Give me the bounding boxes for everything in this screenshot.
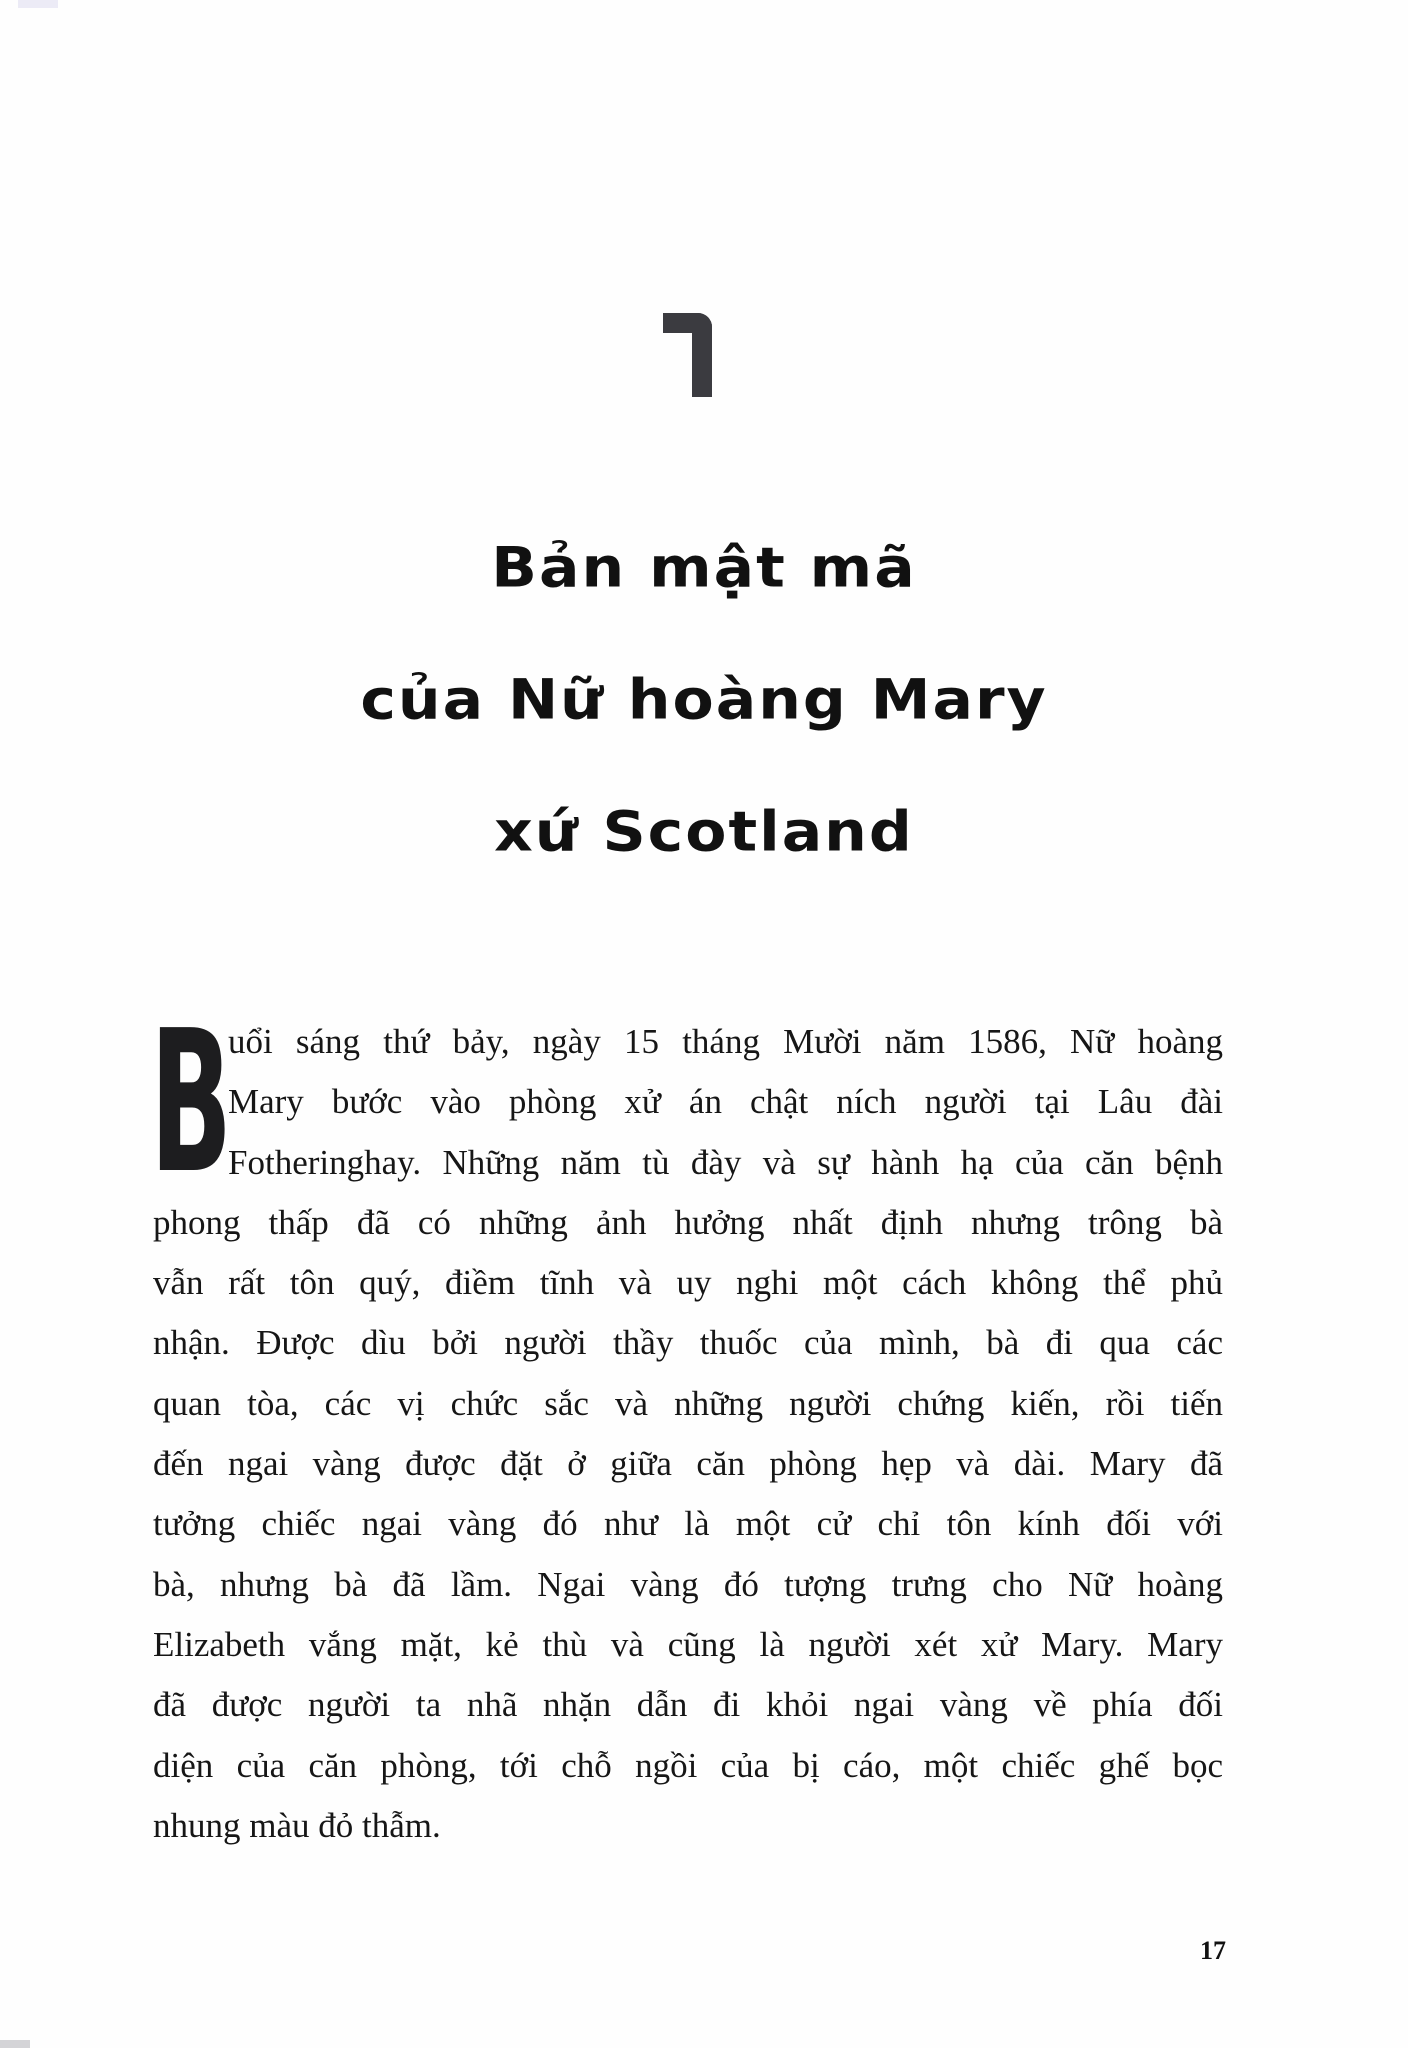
text-line: nhận. Được dìu bởi người thầy thuốc của mình, bà đi qua các [153, 1323, 1223, 1363]
chapter-number-glyph-stem [692, 313, 712, 397]
text-line: Elizabeth vắng mặt, kẻ thù và cũng là người xét xử Mary. Mary [153, 1624, 1223, 1664]
drop-cap-letter: B [150, 989, 233, 1217]
text-line: diện của căn phòng, tới chỗ ngồi của bị cáo, một chiếc ghế bọc [153, 1745, 1223, 1785]
text-line: bà, nhưng bà đã lầm. Ngai vàng đó tượng trưng cho Nữ hoàng [153, 1564, 1223, 1604]
chapter-title [0, 502, 1408, 898]
chapter-title-line: Bản mật mã [491, 535, 917, 601]
text-line: tưởng chiếc ngai vàng đó như là một cử chỉ tôn kính đối với [153, 1504, 1223, 1544]
text-line: vẫn rất tôn quý, điềm tĩnh và uy nghi một cách không thể phủ [153, 1263, 1223, 1303]
text-line: Fotheringhay. Những năm tù đày và sự hành hạ của căn bệnh [228, 1142, 1223, 1182]
chapter-title-line: của Nữ hoàng Mary [360, 667, 1048, 733]
text-line: phong thấp đã có những ảnh hưởng nhất định nhưng trông bà [153, 1202, 1223, 1242]
scan-smudge [18, 0, 58, 8]
text-line: uổi sáng thứ bảy, ngày 15 tháng Mười năm 1586, Nữ hoàng [228, 1022, 1223, 1061]
drop-cap [150, 989, 233, 1217]
chapter-title-line: xứ Scotland [494, 799, 914, 865]
text-line: nhung màu đỏ thẫm. [153, 1805, 441, 1845]
body-paragraph [150, 989, 1223, 1856]
text-line: Mary bước vào phòng xử án chật ních người tại Lâu đài [228, 1082, 1223, 1122]
text-line: đã được người ta nhã nhặn dẫn đi khỏi ngai vàng về phía đối [153, 1685, 1223, 1725]
text-line: quan tòa, các vị chức sắc và những người chứng kiến, rồi tiến [153, 1383, 1223, 1423]
text-line: đến ngai vàng được đặt ở giữa căn phòng hẹp và dài. Mary đã [153, 1444, 1223, 1484]
scan-smudge [0, 2040, 30, 2048]
page-number: 17 [1200, 1936, 1226, 1965]
chapter-number [663, 313, 713, 398]
